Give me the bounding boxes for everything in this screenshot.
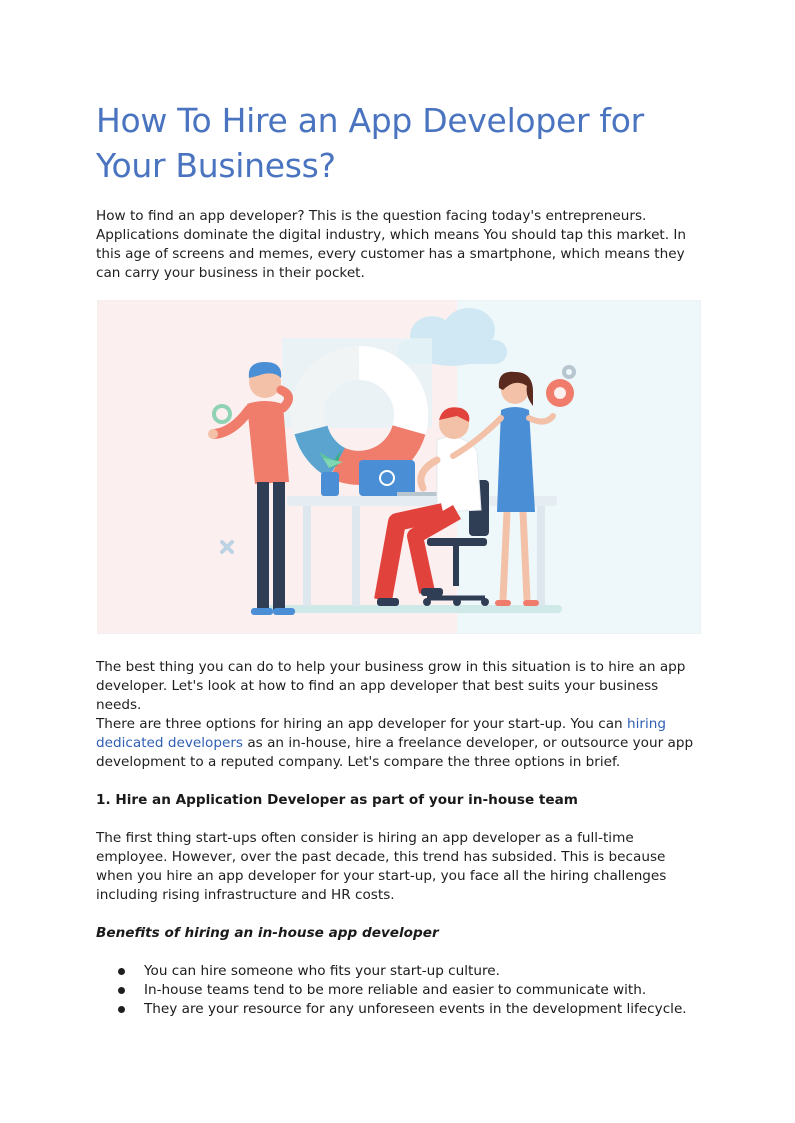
hiring-illustration — [97, 300, 701, 634]
bullet-icon — [118, 1006, 125, 1013]
benefits-heading: Benefits of hiring an in-house app developer — [96, 925, 439, 941]
section-1-body: The first thing start-ups often consider is hiring an app developer as a full-time employee. However, over the past decade, this trend has subsided. This is because when you hire an app developer for your start-up, you face all the hiring challenges including rising infrastructure and HR costs. — [96, 830, 667, 903]
options-paragraph — [96, 715, 706, 772]
options-text-after: as an in-house, hire a freelance developer, or outsource your app development to a reputed company. Let's compare the three options in brief. — [96, 735, 694, 770]
options-text-before: There are three options for hiring an app developer for your start-up. You can — [96, 716, 627, 732]
list-item: In-house teams tend to be more reliable and easier to communicate with. — [96, 981, 716, 1000]
list-item: They are your resource for any unforeseen events in the development lifecycle. — [96, 1000, 716, 1019]
hiring-dedicated-developers-link[interactable]: hiring dedicated developers — [96, 716, 667, 751]
growth-paragraph: The best thing you can do to help your business grow in this situation is to hire an app developer. Let's look at how to find an app developer that best suits your business needs. — [96, 659, 686, 713]
bullet-icon — [118, 987, 125, 994]
bullet-icon — [118, 968, 125, 975]
section-1-heading: 1. Hire an Application Developer as part of your in-house team — [96, 792, 578, 808]
benefits-list — [96, 962, 716, 1019]
page-title: How To Hire an App Developer for Your Business? — [96, 101, 644, 185]
list-item: You can hire someone who fits your start-up culture. — [96, 962, 716, 981]
intro-paragraph: How to find an app developer? This is the question facing today's entrepreneurs. Applications dominate the digital industry, which means You should tap this market. In this age of screens and memes, every customer has a smartphone, which means they can carry your business in their pocket. — [96, 208, 687, 281]
